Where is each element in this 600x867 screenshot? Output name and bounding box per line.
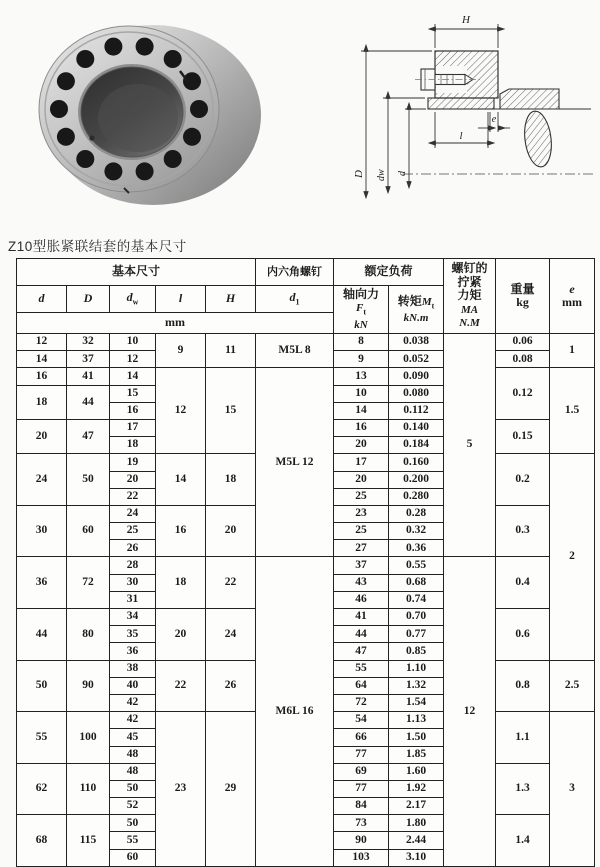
table-cell: 1.3 [496,763,550,815]
table-cell: 18 [17,385,67,419]
table-cell: 0.85 [389,643,444,660]
tightening-line2: 拧紧 [457,274,482,289]
table-cell: 73 [334,815,389,832]
inner-sleeve-section [428,98,494,109]
table-cell: 52 [110,798,156,815]
col-d1: $d_1$ [256,286,334,313]
table-cell: 44 [67,385,110,419]
dim-label-l: l [459,130,463,142]
table-cell: 0.140 [389,419,444,436]
table-cell: 0.280 [389,488,444,505]
table-cell: 0.28 [389,505,444,522]
tightening-symbol: MA [460,303,479,316]
table-cell: 1.80 [389,815,444,832]
table-body [17,334,595,867]
col-l: l [156,286,206,313]
table-cell: 16 [156,505,206,557]
table-cell: 1.50 [389,729,444,746]
table-cell: 44 [17,609,67,661]
table-cell: 20 [156,609,206,661]
dim-label-H: H [462,14,470,26]
table-cell: 90 [334,832,389,849]
table-cell: 31 [110,591,156,608]
table-cell: 50 [110,815,156,832]
col-dw: $d_w$ [110,286,156,313]
table-cell: 23 [334,505,389,522]
table-cell: 20 [110,471,156,488]
table-cell: 0.55 [389,557,444,574]
table-cell: 55 [334,660,389,677]
table-cell: M5L 8 [256,334,334,368]
cross-section-diagram [333,6,600,224]
table-cell: 14 [17,351,67,368]
table-cell: 12 [444,557,496,866]
table-cell: 42 [110,694,156,711]
header-tightening-torque [444,259,496,334]
header-basic-dims: 基本尺寸 [17,259,256,286]
table-cell: 45 [110,729,156,746]
table-cell: 50 [110,780,156,797]
table-cell: 77 [334,746,389,763]
table-cell: 0.200 [389,471,444,488]
table-cell: 34 [110,609,156,626]
table-cell: 0.6 [496,609,550,661]
table-cell: 1.54 [389,694,444,711]
table-cell: 1.4 [496,815,550,867]
table-cell: 2.44 [389,832,444,849]
table-cell: 12 [110,351,156,368]
table-cell: 103 [334,849,389,866]
table-cell: 47 [334,643,389,660]
col-d: d [17,286,67,313]
table-cell: 1.32 [389,677,444,694]
table-row [17,334,595,351]
col-D: D [67,286,110,313]
table-cell: 37 [67,351,110,368]
table-cell: 25 [334,523,389,540]
table-cell: 22 [110,488,156,505]
table-cell: 29 [206,712,256,867]
table-cell: 60 [67,505,110,557]
table-cell: 0.08 [496,351,550,368]
table-cell: 50 [17,660,67,712]
table-cell: 30 [17,505,67,557]
table-row [17,368,595,385]
table-cell: 77 [334,780,389,797]
table-cell: 110 [67,763,110,815]
table-cell: 1.92 [389,780,444,797]
table-cell: 2.17 [389,798,444,815]
table-cell: 66 [334,729,389,746]
table-cell: 1 [550,334,595,368]
table-cell: 14 [110,368,156,385]
table-cell: 36 [17,557,67,609]
spec-table [16,258,595,867]
table-cell: 38 [110,660,156,677]
table-cell: 0.090 [389,368,444,385]
table-cell: 18 [110,437,156,454]
table-cell: 16 [110,402,156,419]
table-cell: 84 [334,798,389,815]
header-weight [496,259,550,334]
table-cell: 23 [156,712,206,867]
dim-label-d: d [397,171,408,176]
table-cell: 0.36 [389,540,444,557]
table-cell: 0.15 [496,419,550,453]
table-cell: 17 [110,419,156,436]
dim-label-e: e [491,114,497,125]
table-cell: 80 [67,609,110,661]
table-cell: 9 [334,351,389,368]
table-cell: 37 [334,557,389,574]
col-axial-force: 轴向力 $F_t$ kN [334,286,389,334]
table-cell: 64 [334,677,389,694]
dim-H [435,24,498,48]
table-cell: 10 [334,385,389,402]
table-cell: 16 [17,368,67,385]
table-cell: 17 [334,454,389,471]
table-cell: 41 [334,609,389,626]
table-cell: 22 [206,557,256,609]
table-cell: 20 [206,505,256,557]
table-cell: 42 [110,712,156,729]
table-cell: 12 [17,334,67,351]
table-cell: 18 [206,454,256,506]
table-cell: 0.12 [496,368,550,420]
table-cell: 0.052 [389,351,444,368]
table-cell: 3.10 [389,849,444,866]
table-cell: 0.06 [496,334,550,351]
table-cell: 35 [110,626,156,643]
header-e [550,259,595,334]
table-cell: 69 [334,763,389,780]
table-cell: 24 [206,609,256,661]
table-cell: 62 [17,763,67,815]
table-cell: 1.1 [496,712,550,764]
table-cell: 0.70 [389,609,444,626]
header-hex-screw: 内六角螺钉 [256,259,334,286]
table-cell: 8 [334,334,389,351]
table-cell: 26 [206,660,256,712]
table-cell: 24 [17,454,67,506]
table-cell: 36 [110,643,156,660]
dim-d [405,109,426,182]
table-cell: 25 [110,523,156,540]
table-cell: 0.68 [389,574,444,591]
table-cell: 25 [334,488,389,505]
table-cell: 68 [17,815,67,867]
table-cell: 18 [156,557,206,609]
table-cell: 0.038 [389,334,444,351]
table-cell: M6L 16 [256,557,334,866]
col-torque: 转矩$M_t$ kN.m [389,286,444,334]
table-cell: 13 [334,368,389,385]
table-cell: 20 [334,471,389,488]
table-cell: 1.85 [389,746,444,763]
table-cell: 0.160 [389,454,444,471]
table-cell: 0.74 [389,591,444,608]
table-row [17,557,595,574]
table-cell: 50 [67,454,110,506]
table-cell: 20 [334,437,389,454]
table-cell: 1.60 [389,763,444,780]
table-cell: 43 [334,574,389,591]
table-cell: 40 [110,677,156,694]
table-cell: 0.2 [496,454,550,506]
table-cell: 46 [334,591,389,608]
table-cell: 0.8 [496,660,550,712]
table-cell: 22 [156,660,206,712]
table-cell: 26 [110,540,156,557]
table-cell: 15 [206,368,256,454]
table-cell: 55 [110,832,156,849]
table-cell: 20 [17,419,67,453]
page-title: Z10型胀紧联结套的基本尺寸 [8,239,187,254]
table-cell: 0.112 [389,402,444,419]
table-cell: 19 [110,454,156,471]
table-cell: 3 [550,712,595,867]
col-H: H [206,286,256,313]
table-cell: 1.5 [550,368,595,454]
table-cell: 100 [67,712,110,764]
table-cell: M5L 12 [256,368,334,557]
table-cell: 2 [550,454,595,660]
table-cell: 12 [156,368,206,454]
shaft-end-section [522,110,555,169]
e-unit: mm [562,295,583,309]
table-cell: 48 [110,763,156,780]
table-cell: 1.13 [389,712,444,729]
tightening-line3: 力矩 [457,288,482,303]
table-cell: 0.32 [389,523,444,540]
table-cell: 28 [110,557,156,574]
tightening-unit: N.M [459,317,480,330]
table-cell: 10 [110,334,156,351]
weight-unit: kg [516,295,529,309]
hub-section [500,89,559,109]
table-header [17,259,595,334]
table-cell: 72 [67,557,110,609]
table-cell: 9 [156,334,206,368]
table-cell: 32 [67,334,110,351]
table-cell: 16 [334,419,389,436]
technical-drawing [333,6,600,224]
table-cell: 90 [67,660,110,712]
table-cell: 0.77 [389,626,444,643]
table-cell: 0.3 [496,505,550,557]
table-cell: 54 [334,712,389,729]
table-cell: 5 [444,334,496,557]
table-cell: 47 [67,419,110,453]
table-cell: 48 [110,746,156,763]
header-rated-load: 额定负荷 [334,259,444,286]
weight-label: 重量 [510,281,535,296]
table-cell: 55 [17,712,67,764]
e-symbol: e [569,281,575,296]
table-cell: 14 [334,402,389,419]
table-cell: 60 [110,849,156,866]
table-cell: 2.5 [550,660,595,712]
table-cell: 115 [67,815,110,867]
table-cell: 15 [110,385,156,402]
mm-unit-row: mm [17,313,334,334]
dim-label-D: D [353,170,365,178]
table-cell: 1.10 [389,660,444,677]
table-cell: 72 [334,694,389,711]
product-photo [28,15,263,215]
table-cell: 0.4 [496,557,550,609]
table-cell: 24 [110,505,156,522]
dim-label-dw: dw [376,169,387,181]
table-cell: 41 [67,368,110,385]
locking-assembly-image [28,15,263,215]
tightening-line1: 螺钉的 [451,261,488,276]
table-cell: 44 [334,626,389,643]
table-cell: 14 [156,454,206,506]
table-cell: 0.184 [389,437,444,454]
table-cell: 11 [206,334,256,368]
table-cell: 0.080 [389,385,444,402]
table-cell: 27 [334,540,389,557]
table-cell: 30 [110,574,156,591]
